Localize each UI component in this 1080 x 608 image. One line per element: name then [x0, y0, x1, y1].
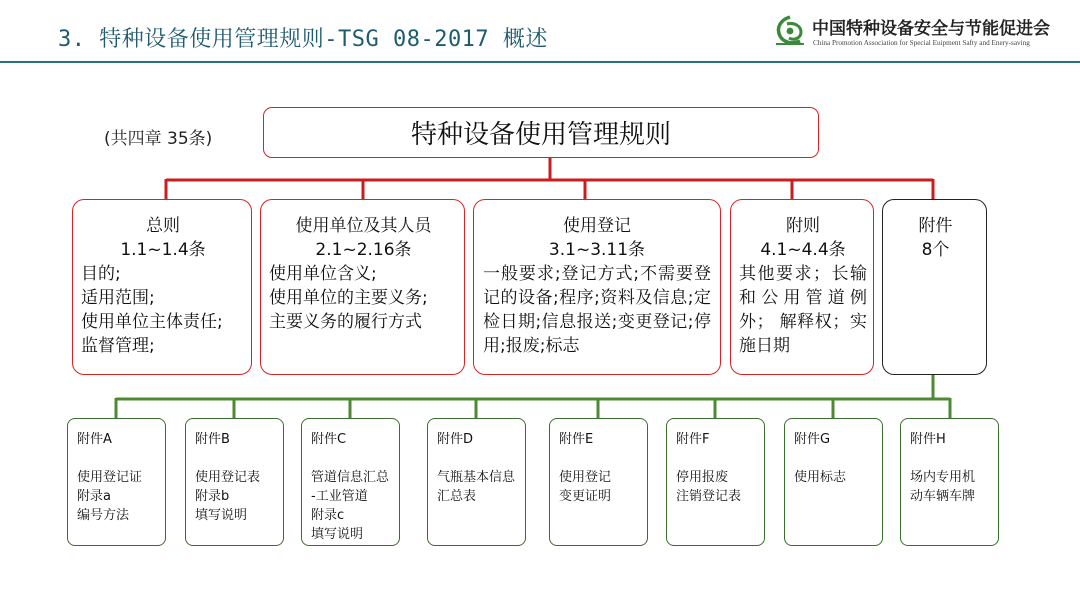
chapter-item: 使用单位主体责任; [81, 312, 223, 332]
attachment-name: 附件C [311, 432, 347, 447]
org-name-en: China Promotion Association for Special Euipment Safty and Enery-saving [813, 39, 1030, 47]
chapter-count-note: (共四章 35条) [104, 129, 213, 149]
chapter-node-general [72, 199, 252, 375]
attachment-line: -工业管道 [311, 489, 368, 504]
attachment-node-h [900, 418, 999, 546]
attachment-node-f [666, 418, 765, 546]
attachment-line: 编号方法 [77, 508, 130, 523]
attachment-name: 附件H [910, 432, 946, 447]
chapter-item: 使用单位含义; [269, 264, 377, 284]
attachment-line: 使用登记表 [195, 470, 261, 485]
attachment-node-c [301, 418, 400, 546]
attachment-line: 填写说明 [195, 508, 248, 523]
attachment-line: 管道信息汇总 [311, 470, 390, 485]
attachment-line: 附录a [77, 489, 111, 504]
attachment-line: 附录b [195, 489, 230, 504]
chapter-node-registration [473, 199, 721, 375]
root-node: 特种设备使用管理规则 [263, 107, 819, 158]
attachment-line: 场内专用机 [910, 470, 976, 485]
chapter-range: 4.1~4.4条 [760, 240, 846, 260]
attachment-node-a [67, 418, 166, 546]
attachment-name: 附件D [437, 432, 474, 447]
attachment-line: 注销登记表 [676, 489, 742, 504]
attachment-line: 变更证明 [559, 489, 612, 504]
appendix-summary-node [882, 199, 987, 375]
appendix-count: 8个 [921, 240, 950, 260]
chapter-node-user-unit [260, 199, 465, 375]
attachment-line: 使用登记证 [77, 470, 143, 485]
chapter-title: 使用单位及其人员 [295, 216, 432, 236]
attachment-line: 使用标志 [794, 470, 847, 485]
chapter-title: 附则 [786, 216, 820, 236]
top-connector [166, 158, 933, 199]
attachment-name: 附件B [195, 432, 230, 447]
attachment-name: 附件E [559, 432, 594, 447]
chapter-item: 主要义务的履行方式 [269, 312, 422, 332]
appendix-title: 附件 [918, 216, 953, 236]
chapter-item-text: 一般要求;登记方式;不需要登记的设备;程序;资料及信息;定检日期;信息报送;变更登记;停用;报废;标志 [483, 264, 711, 356]
attachment-name: 附件G [794, 432, 831, 447]
attachment-name: 附件A [77, 432, 112, 447]
attachment-line: 停用报废 [676, 470, 729, 485]
attachment-line: 气瓶基本信息 [437, 470, 516, 485]
chapter-item: 目的; [81, 264, 121, 284]
attachment-node-e [549, 418, 648, 546]
chapter-range: 1.1~1.4条 [120, 240, 206, 260]
chapter-node-supplementary [730, 199, 874, 375]
chapter-title: 总则 [146, 216, 180, 236]
attachment-line: 附录c [311, 508, 345, 523]
attachment-node-d [427, 418, 526, 546]
chapter-range: 2.1~2.16条 [315, 240, 412, 260]
chapter-item: 监督管理; [81, 336, 155, 356]
org-name: 中国特种设备安全与节能促进会 [812, 19, 1050, 39]
slide-title: 3. 特种设备使用管理规则-TSG 08-2017 概述 [58, 27, 548, 52]
chapter-item: 使用单位的主要义务; [269, 288, 428, 308]
chapter-item: 适用范围; [81, 288, 155, 308]
attachment-line: 汇总表 [437, 489, 477, 504]
attachment-node-g [784, 418, 883, 546]
attachment-line: 使用登记 [559, 470, 612, 485]
chapter-range: 3.1~3.11条 [548, 240, 646, 260]
attachment-line: 填写说明 [311, 527, 364, 542]
attachment-name: 附件F [676, 432, 710, 447]
chapter-title: 使用登记 [563, 216, 631, 236]
bottom-connector [116, 375, 950, 418]
chapter-item-text: 其他要求；长输和公用管道例外； 解释权；实施日期 [739, 264, 867, 356]
attachment-node-b [185, 418, 284, 546]
attachment-line: 动车辆车牌 [910, 489, 976, 504]
